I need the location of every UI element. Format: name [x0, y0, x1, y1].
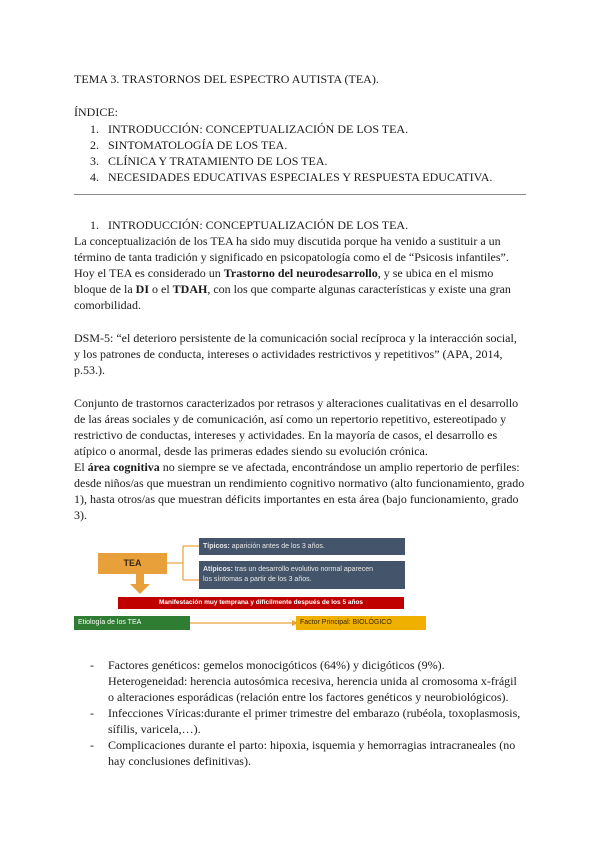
list-item-line: hay conclusiones definitivas). — [108, 754, 251, 768]
list-item-line: sífilis, varicela,…). — [108, 722, 201, 736]
paragraph-line: comorbilidad. — [74, 298, 141, 312]
paragraph-line: de las áreas sociales y de comunicación, así como un repertorio repetitivo, estereotipado y — [74, 412, 507, 426]
paragraph-line: El área cognitiva no siempre se ve afectada, encontrándose un amplio repertorio de perfiles: — [74, 460, 520, 474]
main-factor-box: Factor Principal: BIOLÓGICO — [296, 616, 426, 630]
list-item-complications: Complicaciones durante el parto: hipoxia, isquemia y hemorragias intracraneales (no — [108, 738, 516, 752]
index-heading: ÍNDICE: — [74, 105, 118, 119]
paragraph-line: Hoy el TEA es considerado un Trastorno del neurodesarrollo, y se ubica en el mismo — [74, 266, 494, 280]
index-item-3: CLÍNICA Y TRATAMIENTO DE LOS TEA. — [108, 154, 328, 168]
typical-box: Típicos: aparición antes de los 3 años. — [199, 538, 405, 555]
paragraph-line: La conceptualización de los TEA ha sido muy discutida porque ha venido a sustituir a un — [74, 234, 501, 248]
index-item-number: 1. — [90, 122, 99, 136]
paragraph-line: desde niños/as que muestran un rendimiento cognitivo normativo (alto funcionamiento, grado — [74, 476, 525, 490]
paragraph-line: Conjunto de trastornos caracterizados por retrasos y alteraciones cualitativas en el desarrollo — [74, 396, 519, 410]
manifestation-bar: Manifestación muy temprana y difícilmente después de los 5 años — [118, 597, 404, 609]
paragraph-line: DSM-5: “el deterioro persistente de la comunicación social recíproca y la interacción social, — [74, 331, 517, 345]
bullet-dash: - — [90, 738, 94, 752]
paragraph-line: restrictivo de conductas, intereses y actividades. En la mayoría de casos, el desarrollo es — [74, 428, 498, 442]
etiology-box: Etiología de los TEA — [74, 616, 190, 630]
paragraph-line: y los patrones de conducta, intereses o actividades restrictivos y repetitivos” (APA, 2014, — [74, 347, 503, 361]
index-item-2: SINTOMATOLOGÍA DE LOS TEA. — [108, 138, 288, 152]
list-item-genetic: Factores genéticos: gemelos monocigóticos (64%) y dicigóticos (9%). — [108, 658, 445, 672]
paragraph-line: término de tanta tradición y significado en psicopatología como el de “Psicosis infantiles”. — [74, 250, 509, 264]
list-item-line: Heterogeneidad: herencia autosómica recesiva, herencia unida al cromosoma x-frágil — [108, 674, 517, 688]
index-item-number: 2. — [90, 138, 99, 152]
index-item-number: 4. — [90, 170, 99, 184]
atypical-box: Atípicos: tras un desarrollo evolutivo normal aparecen los síntomas a partir de los 3 años. — [199, 561, 405, 589]
bullet-dash: - — [90, 706, 94, 720]
paragraph-line: 3). — [74, 508, 87, 522]
section-title: INTRODUCCIÓN: CONCEPTUALIZACIÓN DE LOS TEA. — [108, 218, 409, 232]
list-item-infections: Infecciones Víricas:durante el primer trimestre del embarazo (rubéola, toxoplasmosis, — [108, 706, 521, 720]
paragraph-line: p.53.). — [74, 363, 105, 377]
index-item-1: INTRODUCCIÓN: CONCEPTUALIZACIÓN DE LOS TEA. — [108, 122, 409, 136]
index-item-4: NECESIDADES EDUCATIVAS ESPECIALES Y RESPUESTA EDUCATIVA. — [108, 170, 493, 184]
section-number: 1. — [90, 218, 99, 232]
tea-box: TEA — [98, 553, 167, 574]
bullet-dash: - — [90, 658, 94, 672]
index-item-number: 3. — [90, 154, 99, 168]
list-item-line: o alteraciones esporádicas (relación entre los factores genéticos y neurobiológicos). — [108, 690, 509, 704]
paragraph-line: 1), hasta otros/as que muestran déficits importantes en esta área (bajo funcionamiento, grado — [74, 492, 519, 506]
document-title: TEMA 3. TRASTORNOS DEL ESPECTRO AUTISTA (TEA). — [74, 72, 379, 86]
paragraph-line: atípico o anormal, desde las primeras edades siendo su evolución crónica. — [74, 444, 428, 458]
paragraph-line: bloque de la DI o el TDAH, con los que comparte algunas características y existe una gran — [74, 282, 511, 296]
